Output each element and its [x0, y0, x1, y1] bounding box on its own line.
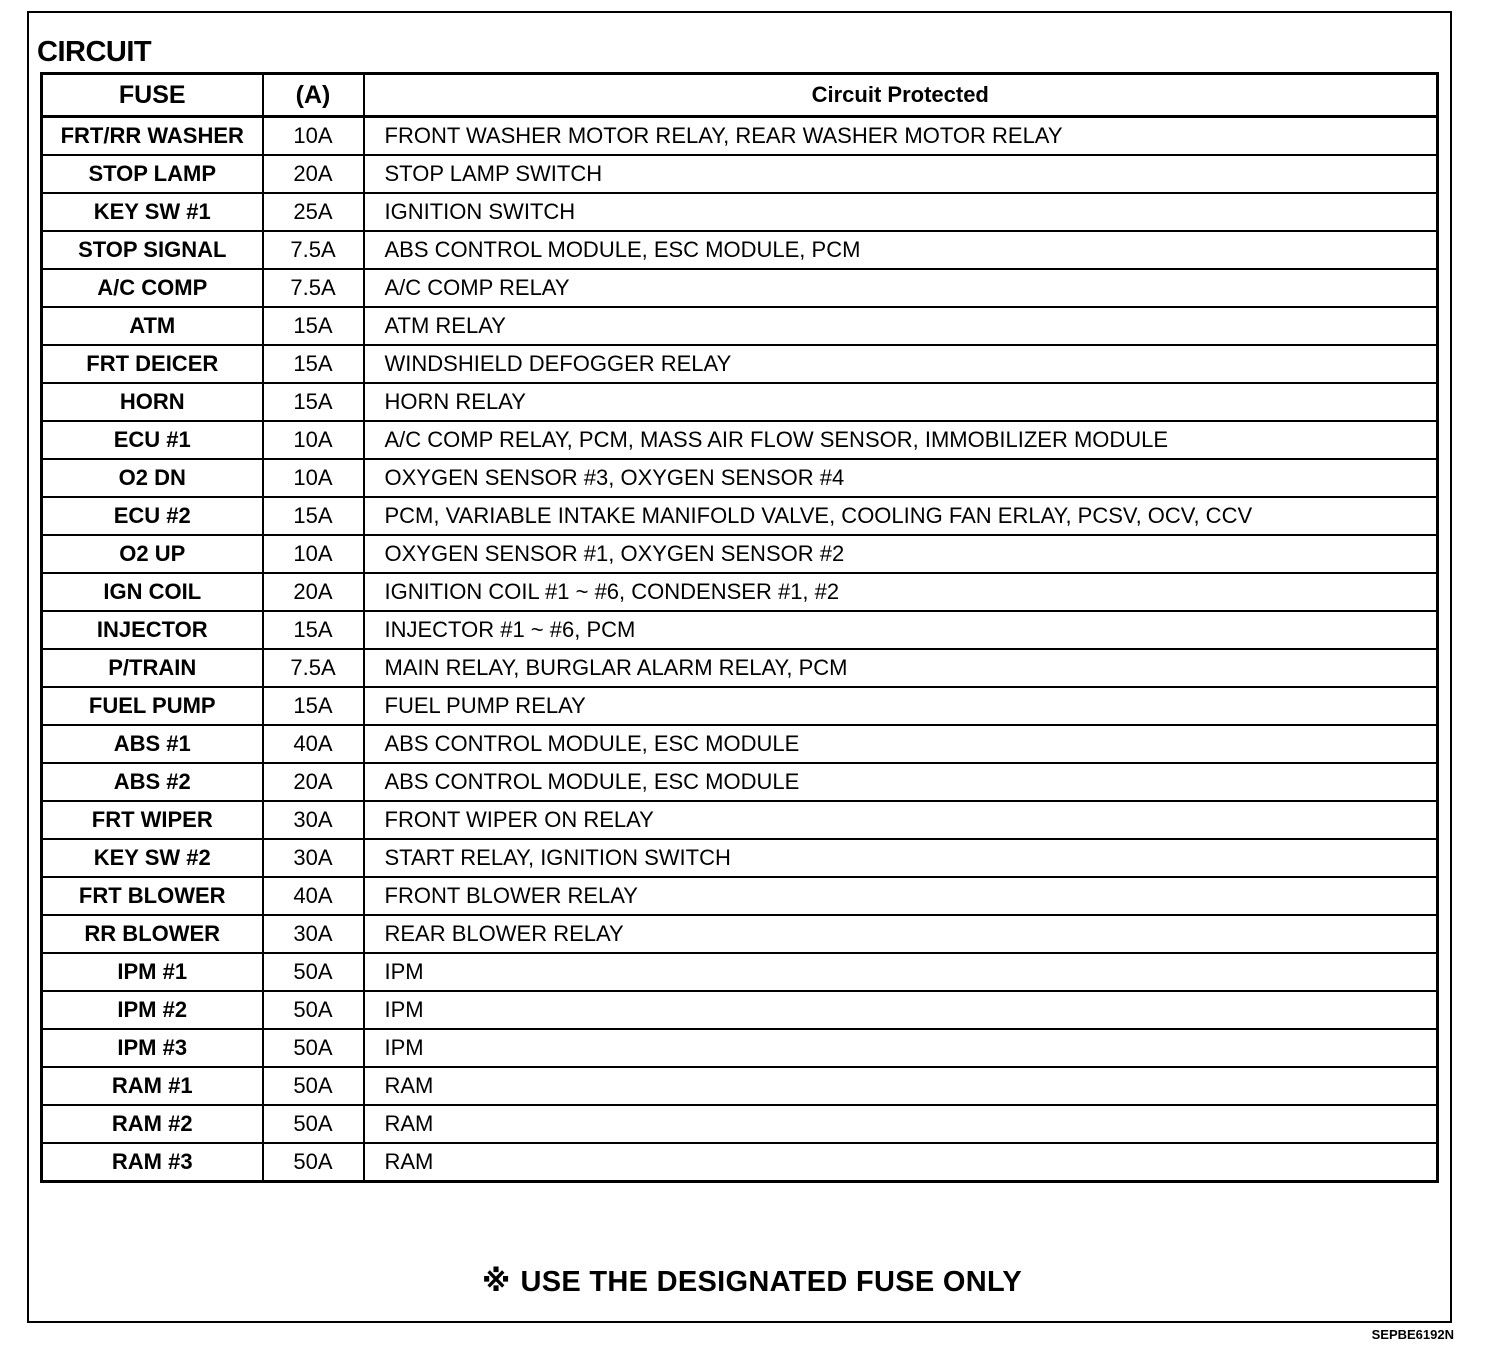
- circuit-protected-cell: INJECTOR #1 ~ #6, PCM: [364, 611, 1438, 649]
- amperage-cell: 50A: [263, 1067, 364, 1105]
- table-row: [42, 687, 1438, 725]
- circuit-protected-cell: ATM RELAY: [364, 307, 1438, 345]
- fuse-name-cell: RR BLOWER: [42, 915, 263, 953]
- circuit-protected-cell: IPM: [364, 953, 1438, 991]
- table-row: [42, 1105, 1438, 1143]
- table-row: [42, 535, 1438, 573]
- amperage-cell: 20A: [263, 573, 364, 611]
- circuit-protected-cell: HORN RELAY: [364, 383, 1438, 421]
- fuse-table: [40, 72, 1439, 1183]
- table-row: [42, 953, 1438, 991]
- circuit-protected-cell: IPM: [364, 991, 1438, 1029]
- amperage-cell: 7.5A: [263, 269, 364, 307]
- table-header-row: [42, 74, 1438, 117]
- fuse-name-cell: ABS #1: [42, 725, 263, 763]
- table-row: [42, 345, 1438, 383]
- amperage-cell: 15A: [263, 307, 364, 345]
- amperage-cell: 10A: [263, 535, 364, 573]
- table-row: [42, 877, 1438, 915]
- amperage-cell: 15A: [263, 497, 364, 535]
- table-row: [42, 1029, 1438, 1067]
- fuse-name-cell: P/TRAIN: [42, 649, 263, 687]
- table-row: [42, 497, 1438, 535]
- circuit-protected-cell: RAM: [364, 1105, 1438, 1143]
- circuit-protected-cell: OXYGEN SENSOR #1, OXYGEN SENSOR #2: [364, 535, 1438, 573]
- reference-mark-icon: ※: [482, 1266, 511, 1298]
- fuse-name-cell: RAM #2: [42, 1105, 263, 1143]
- table-row: [42, 269, 1438, 307]
- circuit-protected-cell: PCM, VARIABLE INTAKE MANIFOLD VALVE, COOLING FAN ERLAY, PCSV, OCV, CCV: [364, 497, 1438, 535]
- circuit-protected-cell: ABS CONTROL MODULE, ESC MODULE, PCM: [364, 231, 1438, 269]
- fuse-name-cell: IPM #1: [42, 953, 263, 991]
- table-row: [42, 801, 1438, 839]
- fuse-name-cell: STOP SIGNAL: [42, 231, 263, 269]
- header-circuit-protected: Circuit Protected: [364, 74, 1438, 117]
- circuit-protected-cell: RAM: [364, 1143, 1438, 1182]
- circuit-protected-cell: ABS CONTROL MODULE, ESC MODULE: [364, 725, 1438, 763]
- table-row: [42, 1067, 1438, 1105]
- table-row: [42, 915, 1438, 953]
- amperage-cell: 7.5A: [263, 231, 364, 269]
- amperage-cell: 10A: [263, 421, 364, 459]
- header-amperage: (A): [263, 74, 364, 117]
- amperage-cell: 50A: [263, 1143, 364, 1182]
- table-row: [42, 649, 1438, 687]
- fuse-name-cell: ECU #1: [42, 421, 263, 459]
- amperage-cell: 10A: [263, 117, 364, 156]
- circuit-protected-cell: OXYGEN SENSOR #3, OXYGEN SENSOR #4: [364, 459, 1438, 497]
- circuit-protected-cell: FRONT WASHER MOTOR RELAY, REAR WASHER MOTOR RELAY: [364, 117, 1438, 156]
- table-row: [42, 839, 1438, 877]
- table-row: [42, 725, 1438, 763]
- fuse-name-cell: IGN COIL: [42, 573, 263, 611]
- amperage-cell: 7.5A: [263, 649, 364, 687]
- table-row: [42, 307, 1438, 345]
- table-row: [42, 459, 1438, 497]
- fuse-name-cell: FUEL PUMP: [42, 687, 263, 725]
- fuse-name-cell: RAM #3: [42, 1143, 263, 1182]
- amperage-cell: 15A: [263, 345, 364, 383]
- amperage-cell: 15A: [263, 383, 364, 421]
- table-row: [42, 383, 1438, 421]
- circuit-protected-cell: FRONT BLOWER RELAY: [364, 877, 1438, 915]
- table-row: [42, 611, 1438, 649]
- table-row: [42, 117, 1438, 156]
- fuse-name-cell: FRT WIPER: [42, 801, 263, 839]
- circuit-protected-cell: RAM: [364, 1067, 1438, 1105]
- fuse-name-cell: INJECTOR: [42, 611, 263, 649]
- circuit-protected-cell: FRONT WIPER ON RELAY: [364, 801, 1438, 839]
- circuit-protected-cell: A/C COMP RELAY, PCM, MASS AIR FLOW SENSOR, IMMOBILIZER MODULE: [364, 421, 1438, 459]
- page-title: CIRCUIT: [37, 36, 152, 68]
- circuit-protected-cell: ABS CONTROL MODULE, ESC MODULE: [364, 763, 1438, 801]
- fuse-rows: [42, 117, 1438, 1182]
- amperage-cell: 40A: [263, 725, 364, 763]
- fuse-name-cell: KEY SW #2: [42, 839, 263, 877]
- fuse-name-cell: RAM #1: [42, 1067, 263, 1105]
- fuse-name-cell: STOP LAMP: [42, 155, 263, 193]
- fuse-name-cell: KEY SW #1: [42, 193, 263, 231]
- table-row: [42, 231, 1438, 269]
- circuit-protected-cell: REAR BLOWER RELAY: [364, 915, 1438, 953]
- fuse-name-cell: A/C COMP: [42, 269, 263, 307]
- circuit-protected-cell: IPM: [364, 1029, 1438, 1067]
- circuit-protected-cell: MAIN RELAY, BURGLAR ALARM RELAY, PCM: [364, 649, 1438, 687]
- table-row: [42, 1143, 1438, 1182]
- amperage-cell: 15A: [263, 687, 364, 725]
- amperage-cell: 10A: [263, 459, 364, 497]
- circuit-protected-cell: IGNITION COIL #1 ~ #6, CONDENSER #1, #2: [364, 573, 1438, 611]
- fuse-name-cell: FRT DEICER: [42, 345, 263, 383]
- fuse-name-cell: IPM #3: [42, 1029, 263, 1067]
- notice: [0, 1264, 1504, 1299]
- amperage-cell: 30A: [263, 839, 364, 877]
- amperage-cell: 30A: [263, 801, 364, 839]
- fuse-name-cell: FRT/RR WASHER: [42, 117, 263, 156]
- table-row: [42, 193, 1438, 231]
- fuse-name-cell: IPM #2: [42, 991, 263, 1029]
- table-row: [42, 763, 1438, 801]
- circuit-protected-cell: FUEL PUMP RELAY: [364, 687, 1438, 725]
- header-fuse: FUSE: [42, 74, 263, 117]
- amperage-cell: 40A: [263, 877, 364, 915]
- circuit-protected-cell: STOP LAMP SWITCH: [364, 155, 1438, 193]
- amperage-cell: 50A: [263, 991, 364, 1029]
- table-row: [42, 155, 1438, 193]
- fuse-name-cell: ECU #2: [42, 497, 263, 535]
- table-row: [42, 991, 1438, 1029]
- fuse-name-cell: O2 DN: [42, 459, 263, 497]
- fuse-name-cell: ATM: [42, 307, 263, 345]
- fuse-name-cell: ABS #2: [42, 763, 263, 801]
- fuse-name-cell: HORN: [42, 383, 263, 421]
- amperage-cell: 50A: [263, 1105, 364, 1143]
- circuit-protected-cell: A/C COMP RELAY: [364, 269, 1438, 307]
- table-row: [42, 421, 1438, 459]
- amperage-cell: 15A: [263, 611, 364, 649]
- amperage-cell: 20A: [263, 763, 364, 801]
- circuit-protected-cell: WINDSHIELD DEFOGGER RELAY: [364, 345, 1438, 383]
- circuit-protected-cell: IGNITION SWITCH: [364, 193, 1438, 231]
- table-row: [42, 573, 1438, 611]
- circuit-protected-cell: START RELAY, IGNITION SWITCH: [364, 839, 1438, 877]
- notice-text: USE THE DESIGNATED FUSE ONLY: [520, 1266, 1022, 1298]
- amperage-cell: 20A: [263, 155, 364, 193]
- fuse-name-cell: O2 UP: [42, 535, 263, 573]
- amperage-cell: 50A: [263, 953, 364, 991]
- amperage-cell: 25A: [263, 193, 364, 231]
- amperage-cell: 50A: [263, 1029, 364, 1067]
- figure-code: SEPBE6192N: [1371, 1327, 1454, 1342]
- fuse-name-cell: FRT BLOWER: [42, 877, 263, 915]
- amperage-cell: 30A: [263, 915, 364, 953]
